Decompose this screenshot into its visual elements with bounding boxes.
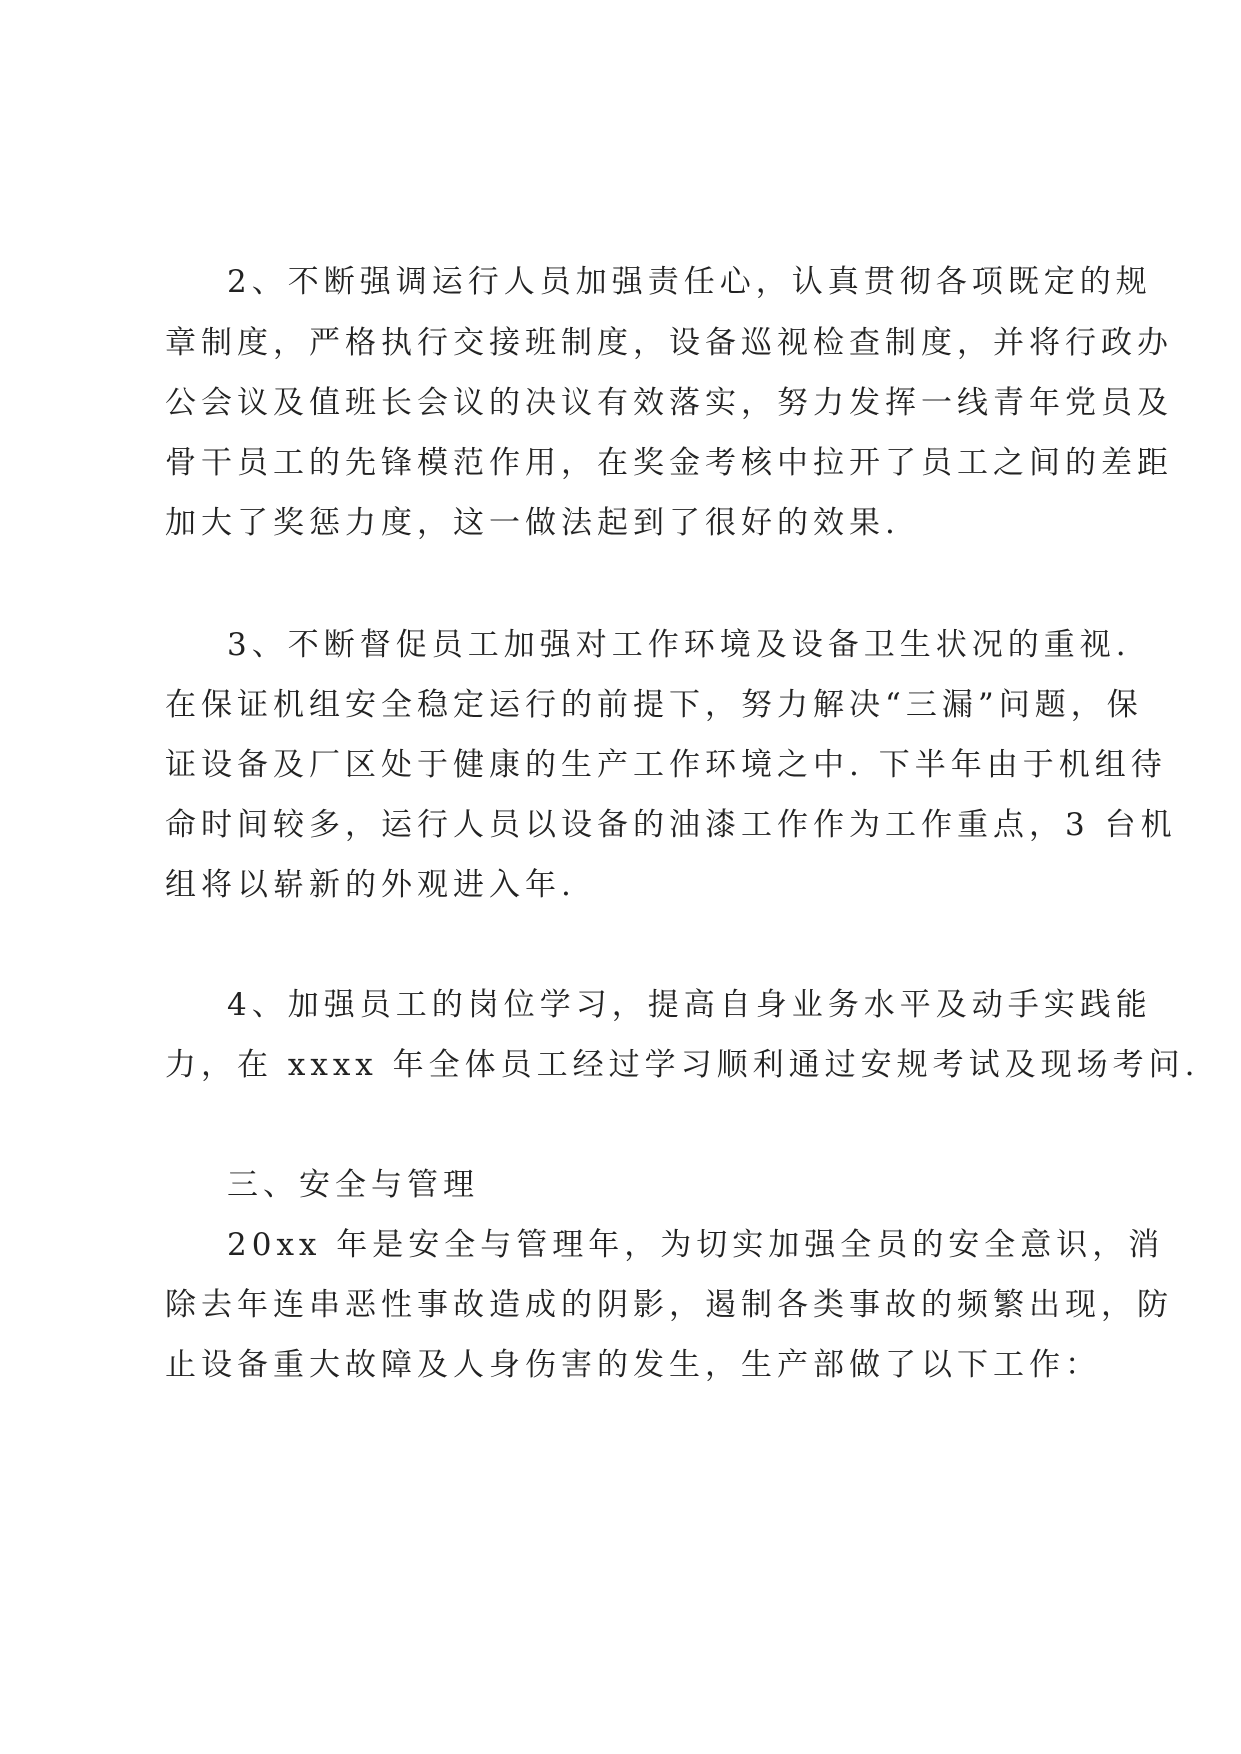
paragraph-3-line-1: 3、不断督促员工加强对工作环境及设备卫生状况的重视. [227, 627, 1131, 663]
section-body-line-2: 除去年连串恶性事故造成的阴影，遏制各类事故的频繁出现，防 [165, 1287, 1173, 1323]
section-heading-safety-management: 三、安全与管理 [227, 1167, 479, 1203]
paragraph-3-line-2: 在保证机组安全稳定运行的前提下，努力解决“三漏”问题，保 [165, 687, 1143, 723]
paragraph-4-line-2: 力，在 xxxx 年全体员工经过学习顺利通过安规考试及现场考问. [165, 1047, 1200, 1083]
paragraph-2-line-1: 2、不断强调运行人员加强责任心，认真贯彻各项既定的规 [227, 264, 1152, 300]
section-body-line-1: 20xx 年是安全与管理年，为切实加强全员的安全意识，消 [227, 1227, 1165, 1263]
paragraph-2-line-5: 加大了奖惩力度，这一做法起到了很好的效果. [165, 505, 900, 541]
paragraph-3-line-3: 证设备及厂区处于健康的生产工作环境之中. 下半年由于机组待 [165, 747, 1167, 783]
paragraph-3-line-4: 命时间较多，运行人员以设备的油漆工作作为工作重点，3 台机 [165, 807, 1177, 843]
paragraph-3-line-5: 组将以崭新的外观进入年. [165, 867, 576, 903]
section-body-line-3: 止设备重大故障及人身伤害的发生，生产部做了以下工作： [165, 1347, 1101, 1383]
paragraph-4-line-1: 4、加强员工的岗位学习，提高自身业务水平及动手实践能 [227, 987, 1152, 1023]
paragraph-2-line-2: 章制度，严格执行交接班制度，设备巡视检查制度，并将行政办 [165, 325, 1173, 361]
paragraph-2-line-4: 骨干员工的先锋模范作用，在奖金考核中拉开了员工之间的差距 [165, 445, 1173, 481]
paragraph-2-line-3: 公会议及值班长会议的决议有效落实，努力发挥一线青年党员及 [165, 385, 1173, 421]
